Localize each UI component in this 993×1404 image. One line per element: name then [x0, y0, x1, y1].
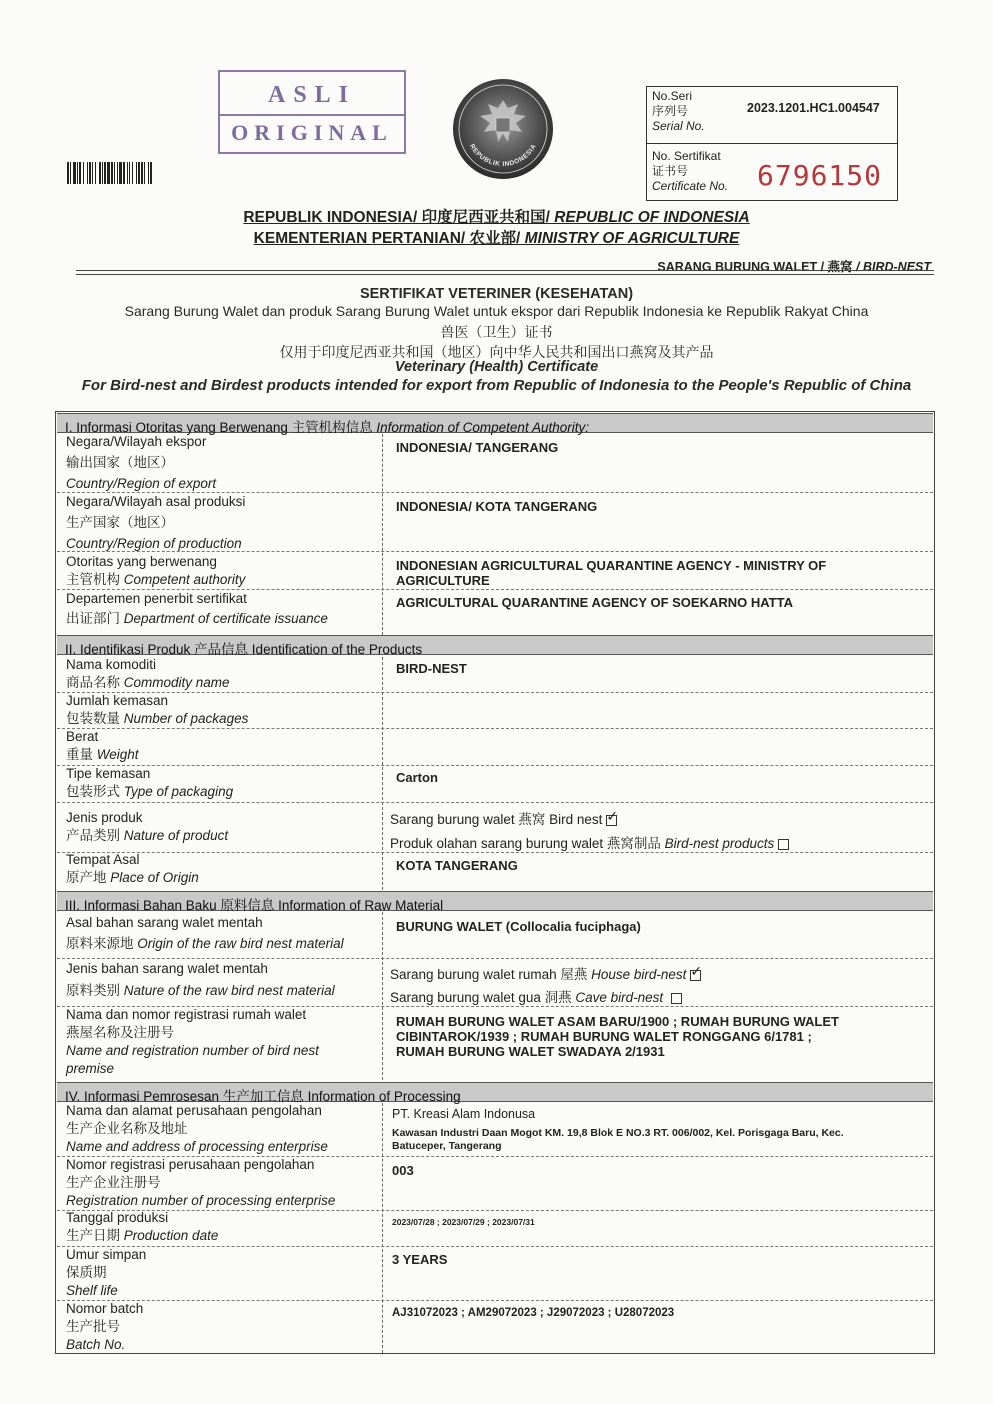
house-bird-nest-checkbox[interactable] [690, 970, 701, 981]
cert-label-en: Certificate No. [652, 179, 729, 193]
enterprise-address: Kawasan Industri Daan Mogot KM. 19,8 Blok E NO.3 RT. 006/002, Kel. Porisgaga Baru, Kec. Batuceper, Tangerang [392, 1127, 844, 1152]
section-4-header: IV. Informasi Pemrosesan 生产加工信息 Information of Processing [57, 1082, 933, 1102]
section-1-header: I. Informasi Otoritas yang Berwenang 主管机构信息 Information of Competent Authority: [57, 413, 933, 433]
nature-option-products: Produk olahan sarang burung walet 燕窝制品 Bird-nest products [390, 836, 789, 851]
row-raw-origin-label: Asal bahan sarang walet mentah 原料来源地 Origin of the raw bird nest material [66, 915, 344, 951]
header-republic-id: REPUBLIK INDONESIA/ 印度尼西亚共和国/ [243, 209, 550, 226]
row-packaging-label: Tipe kemasan 包装形式 Type of packaging [66, 766, 234, 799]
row-raw-nature-label: Jenis bahan sarang walet mentah 原料类别 Nature of the raw bird nest material [66, 961, 335, 998]
bird-nest-products-checkbox[interactable] [778, 839, 789, 850]
serial-number: 2023.1201.HC1.004547 [747, 101, 880, 115]
stamp-line2: ORIGINAL [231, 120, 393, 145]
row-export-country-label: Negara/Wilayah ekspor 输出国家（地区） Country/Region of export [66, 434, 217, 491]
certificate-number: 6796150 [757, 159, 883, 192]
subtitle-en: For Bird-nest and Birdest products intended for export from Republic of Indonesia to the People's Republic of China [81, 377, 912, 394]
enterprise-name: PT. Kreasi Alam Indonusa [392, 1107, 536, 1121]
row-place-label: Tempat Asal 原产地 Place of Origin [66, 852, 199, 885]
header-ministry [0, 226, 993, 248]
row-packages-label: Jumlah kemasan 包装数量 Number of packages [66, 693, 249, 726]
product-tag-en: / BIRD-NEST [856, 260, 931, 274]
origin-country-value: INDONESIA/ KOTA TANGERANG [396, 499, 598, 514]
shelf-value: 3 YEARS [392, 1252, 448, 1267]
original-stamp [218, 70, 406, 154]
product-tag-id: SARANG BURUNG WALET / 燕窝 [657, 260, 856, 274]
title-zh: 兽医（卫生）证书 [440, 324, 553, 340]
commodity-value: BIRD-NEST [396, 661, 467, 676]
header-republic [0, 205, 993, 227]
row-shelf-label: Umur simpan 保质期 Shelf life [66, 1247, 147, 1298]
serial-box [646, 86, 898, 201]
premise-value: RUMAH BURUNG WALET ASAM BARU/1900 ; RUMAH BURUNG WALET CIBINTAROK/1939 ; RUMAH BURUNG WALET RONGGANG 6/1781 ; RUMAH BURUNG WALET SWADAYA 2/1931 [396, 1014, 839, 1059]
row-commodity-label: Nama komoditi 商品名称 Commodity name [66, 657, 230, 690]
stamp-line1: ASLI [267, 82, 357, 108]
section-3-header: III. Informasi Bahan Baku 原料信息 Information of Raw Material [57, 891, 933, 911]
serial-label-zh: 序列号 [652, 104, 689, 118]
row-authority-label: Otoritas yang berwenang 主管机构 Competent authority [66, 554, 246, 587]
product-tag [657, 257, 931, 275]
emblem-text: REPUBLIK INDONESIA [468, 142, 538, 169]
cave-bird-nest-checkbox[interactable] [671, 993, 682, 1004]
authority-value: INDONESIAN AGRICULTURAL QUARANTINE AGENCY - MINISTRY OF AGRICULTURE [396, 558, 827, 588]
bird-nest-checkbox[interactable] [606, 815, 617, 826]
subtitle-id: Sarang Burung Walet dan produk Sarang Burung Walet untuk ekspor dari Republik Indonesia ke Republik Rakyat China [124, 303, 869, 319]
row-nature-label: Jenis produk 产品类别 Nature of product [66, 810, 229, 843]
title-en: Veterinary (Health) Certificate [394, 359, 599, 375]
title-id: SERTIFIKAT VETERINER (KESEHATAN) [359, 286, 634, 302]
raw-origin-value: BURUNG WALET (Collocalia fuciphaga) [396, 919, 641, 934]
row-premise-label: Nama dan nomor registrasi rumah walet 燕屋名称及注册号 Name and registration number of bird nest premise [66, 1007, 319, 1076]
barcode-icon [67, 162, 201, 184]
section-2-header: II. Identifikasi Produk 产品信息 Identification of the Products [57, 635, 933, 655]
department-value: AGRICULTURAL QUARANTINE AGENCY OF SOEKARNO HATTA [396, 595, 793, 610]
header-ministry-id: KEMENTERIAN PERTANIAN/ 农业部/ [253, 230, 521, 247]
subtitle-zh: 仅用于印度尼西亚共和国（地区）向中华人民共和国出口燕窝及其产品 [279, 344, 714, 360]
prod-date-value: 2023/07/28 ; 2023/07/29 ; 2023/07/31 [392, 1217, 535, 1227]
serial-label-id: No.Seri [652, 89, 693, 103]
row-reg-no-label: Nomor registrasi perusahaan pengolahan 生产企业注册号 Registration number of processing enterprise [66, 1157, 336, 1208]
header-republic-en: REPUBLIC OF INDONESIA [549, 209, 750, 226]
cert-label-id: No. Sertifikat [652, 149, 721, 163]
header-ministry-en: MINISTRY OF AGRICULTURE [520, 230, 740, 247]
serial-label-en: Serial No. [652, 119, 705, 133]
export-country-value: INDONESIA/ TANGERANG [396, 440, 559, 455]
row-origin-country-label: Negara/Wilayah asal produksi 生产国家（地区） Country/Region of production [66, 494, 246, 551]
batch-value: AJ31072023 ; AM29072023 ; J29072023 ; U28072023 [392, 1307, 675, 1319]
packaging-value: Carton [396, 770, 438, 785]
reg-no-value: 003 [392, 1163, 414, 1178]
raw-option-cave: Sarang burung walet gua 洞燕 Cave bird-nest [390, 990, 682, 1005]
cert-label-zh: 证书号 [652, 164, 689, 178]
emblem-seal-icon [452, 78, 554, 180]
row-batch-label: Nomor batch 生产批号 Batch No. [66, 1301, 144, 1352]
place-value: KOTA TANGERANG [396, 858, 518, 873]
row-prod-date-label: Tanggal produksi 生产日期 Production date [66, 1210, 219, 1243]
nature-option-bird-nest: Sarang burung walet 燕窝 Bird nest✓ [390, 812, 617, 827]
raw-option-house: Sarang burung walet rumah 屋燕 House bird-nest✓ [390, 967, 701, 982]
row-enterprise-label: Nama dan alamat perusahaan pengolahan 生产企业名称及地址 Name and address of processing enterprise [66, 1103, 328, 1154]
row-weight-label: Berat 重量 Weight [66, 729, 139, 762]
row-department-label: Departemen penerbit sertifikat 出证部门 Department of certificate issuance [66, 591, 328, 626]
